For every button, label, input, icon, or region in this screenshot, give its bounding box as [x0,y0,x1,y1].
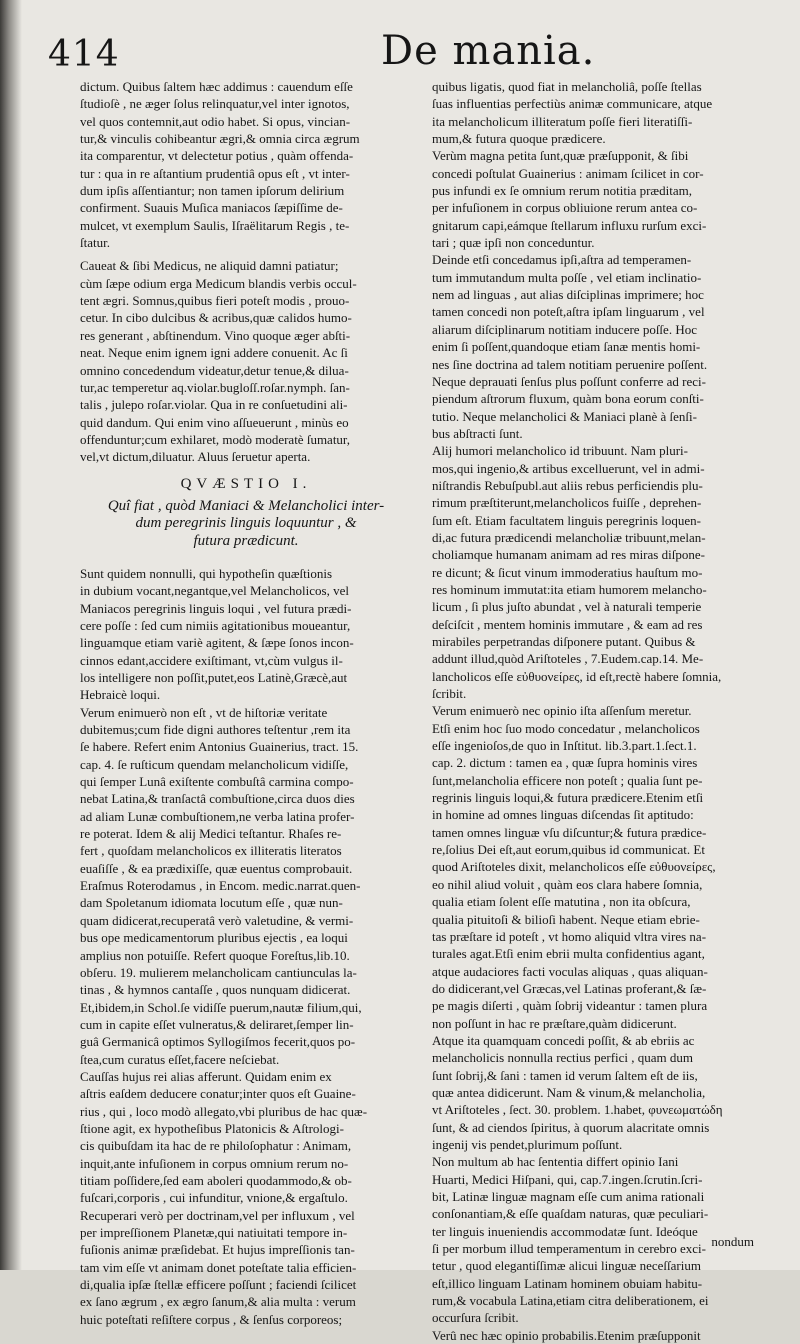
text-line: tur,ac temperetur aq.violar.bugloſſ.roſar.nymph. ſan- [80,379,350,395]
text-line: rum,& vocabula Latina,etiam citra deliberationem, ei [432,1293,709,1309]
text-line: niſtrandis Rebuſpubl.aut aliis rebus perficiendis plu- [432,477,703,493]
text-line: omnino concedendum videatur,detur tenue,& dilua- [80,362,349,378]
text-line: Hebraicè loqui. [80,687,161,703]
text-line: Atque ita quamquam concedi poſſit, & ab ebriis ac [432,1032,695,1048]
right-paragraph-4 [432,442,764,702]
quaestio-heading: QVÆSTIO I. [180,475,312,492]
text-line: bus ope medicamentorum pluribus ejectis , ea loqui [80,930,348,946]
text-line: nem ad linguas , aut alias diſciplinas imprimere; hoc [432,287,704,303]
text-line: Cauſſas hujus rei alias afferunt. Quidam enim ex [80,1068,332,1084]
text-line: ſi per morbum illud temperamentum in cerebro exci- [432,1241,706,1257]
right-paragraph-8 [432,1327,764,1344]
text-line: fuſionis animæ præſidebat. Et hujus impreſſionis tan- [80,1242,355,1258]
right-paragraph-6 [432,1032,764,1153]
text-line: dum peregrinis linguis loquuntur , & [135,515,357,532]
text-line: dictum. Quibus ſaltem hæc addimus : cauendum eſſe [80,79,353,94]
text-line: quod Ariſtoteles dixit, melancholicos eſſe εὐθυονείρες, [432,859,716,875]
text-line: regrinis linguis loqui,& futura prædicere.Etenim etſi [432,790,704,806]
text-line: dam Spoletanum idiomata locutum eſſe , quæ nun- [80,895,343,911]
text-line: eſſe ingenioſos,de quo in Inſtitut. lib.3.part.1.ſect.1. [432,738,697,754]
text-line: vel quos contemnit,aut odio habet. Si opus, vincian- [80,113,351,129]
text-line: Verum enimuerò nec opinio iſta aſſenſum meretur. [432,703,692,719]
text-line: ingenij vis pendet,plurimum poſſunt. [432,1136,623,1152]
text-line: Deinde etſi concedamus ipſi,aſtra ad temperamen- [432,252,692,268]
binding-gutter-shadow [0,0,22,1270]
running-title: De mania. [381,28,596,74]
text-line: mulcet, vt exemplum Saulis, Iſraëlitarum Regis , te- [80,217,350,233]
text-line: rimum præſtiterunt,melancholicos fuiſſe , deprehen- [432,495,702,511]
text-line: Verû nec hæc opinio probabilis.Etenim præſupponit [432,1327,701,1343]
text-line: do didicerant,vel Græcas,vel Latinas proferant,& ſæ- [432,980,707,996]
text-line: conſonantiam,& eſſe quaſdam naturas, quæ peculiari- [432,1206,709,1222]
text-line: nes ſine doctrina ad talem notitiam peruenire poſſent. [432,356,708,372]
text-line: quæ antea didicerunt. Nam & vinum,& melancholia, [432,1084,706,1100]
text-line: res generant , abſtinendum. Vino quoque æger abſti- [80,327,351,343]
left-column [80,78,412,1328]
text-line: ſe habere. Refert enim Antonius Guainerius, tract. 15. [80,739,359,755]
text-line: inquit,ante infuſionem in corpus omnium rerum no- [80,1155,349,1171]
text-line: aliarum diſciplinarum notitiam inducere poſſe. Hoc [432,321,697,337]
text-line: qui ſemper Lunâ exiſtente combuſtâ carmina compo- [80,774,354,790]
text-line: tinas , & hymnos cantaſſe , quos nunquam didicerat. [80,982,351,998]
text-line: licum , ſi plus juſto abundat , vel à naturali temperie [432,599,702,615]
text-line: huic poteſtati reſiſtere corpus , & ſenſus corporeos; [80,1311,343,1327]
text-line: qualia etiam ſolent eſſe matutina , non ita obſcura, [432,894,691,910]
text-line: fuſcari,corporis , cui infunditur, vnione,& ergaſtulo. [80,1190,348,1206]
text-line: tamen concedi non poteſt,aſtra ipſam linguarum , vel [432,304,705,320]
text-line: linguamque etiam variè agitent, & ſæpe ſonos incon- [80,635,354,651]
text-line: eo nihil aliud voluit , quàm eos clara habere ſomnia, [432,876,703,892]
text-line: occurſura ſcribit. [432,1310,519,1326]
text-line: futura prædicunt. [193,532,299,549]
text-line: ad aliam Lunæ combuſtionem,ne verba latina profer- [80,808,355,824]
text-line: offenduntur;cum exhilaret, modò moderatè ſumatur, [80,431,350,447]
text-line: Alij humori melancholico id tribuunt. Nam pluri- [432,443,688,459]
catchword: nondum [711,1234,754,1249]
left-paragraph-3 [80,565,412,704]
text-line: addunt illud,quòd Ariſtoteles , 7.Eudem.cap.14. Me- [432,651,704,667]
text-line: ſtea,cum curatus eſſet,facere neſciebat. [80,1051,280,1067]
text-line: Recuperari verò per doctrinam,vel per influxum , vel [80,1207,355,1223]
text-line: cis quibuſdam ita hac de re philoſophatur : Animam, [80,1138,352,1154]
text-line: enim ſi poſſent,quandoque etiam ſanæ mentis homi- [432,339,701,355]
text-line: re dicunt; & ſicut vinum immoderatius hauſtum mo- [432,564,703,580]
text-line: quid dandum. Qui enim vino aſſueuerunt , minùs eo [80,414,349,430]
text-line: atque audaciores facti voculas aliquas , quas aliquan- [432,963,708,979]
text-line: res hominum immutat:ita etiam humorem melancho- [432,581,707,597]
text-line: cùm ſæpe odium erga Medicum blandis verbis occul- [80,275,357,291]
text-line: non poſſunt in hac re præſtare,quàm didicerunt. [432,1015,677,1031]
text-line: amplius non potuiſſe. Refert quoque Foreſtus,lib.10. [80,947,350,963]
text-line: Sunt quidem nonnulli, qui hypotheſin quæſtionis [80,565,333,581]
right-paragraph-5 [432,702,764,1032]
text-line: tutio. Neque melancholici & Maniaci planè à ſenſi- [432,408,697,424]
text-line: Eraſmus Roterodamus , in Encom. medic.narrat.quen- [80,878,361,894]
text-line: euaſiſſe , & ea prædixiſſe, quæ euentus comprobauit. [80,860,353,876]
text-line: dubitemus;cum fide digni authores teſtentur ,rem ita [80,722,351,738]
text-line: Non multum ab hac ſententia differt opinio Iani [432,1154,679,1170]
left-paragraph-1 [80,78,412,251]
text-line: ita comparentur, vt delectetur potius , quàm offenda- [80,148,354,164]
text-line: cetur. In cibo dulcibus & acribus,quæ calidos humo- [80,310,352,326]
text-line: tetur , quod elegantiſſimæ alicui linguæ neceſſarium [432,1258,701,1274]
text-line: Verùm magna petita ſunt,quæ præſupponit, & ſibi [432,148,689,164]
text-line: cap. 4. ſe ruſticum quendam melancholicum vidiſſe, [80,756,349,772]
text-line: los intelligere non poſſit,putet,eos Latinè,Græcè,aut [80,670,348,685]
text-line: ſum eſt. Etiam facultatem linguis peregrinis loquen- [432,512,701,528]
text-line: ſtatur. [80,235,110,251]
text-line: pe magis diſerti , quàm ſobrij videantur : tamen plura [432,998,708,1014]
text-line: obſeru. 19. mulierem melancholicam cantiunculas la- [80,964,357,980]
right-column [432,78,764,1344]
text-line: tur,& vinculis cohibeantur ægri,& omnia circa ægrum [80,131,360,147]
text-line: qualia pituitoſi & bilioſi habent. Neque etiam ebrie- [432,911,700,927]
text-line: Quî fiat , quòd Maniaci & Melancholici inter- [107,497,385,514]
text-line: aſtris eaſdem deducere conatur;inter quos eſt Guaine- [80,1086,356,1102]
left-paragraph-2 [80,257,412,465]
text-line: quibus ligatis, quod fiat in melancholiâ, poſſe ſtellas [432,79,702,94]
text-line: ſtudioſè , ne æger ſolus relinquatur,vel inter ignotos, [80,96,350,112]
text-line: in dubium vocant,negantque,vel Melancholicos, vel [80,583,349,599]
text-line: tur : qua in re aſtantium prudentiâ opus eſt , vt inter- [80,165,350,181]
quaestio-title [80,497,412,549]
right-paragraph-2 [432,147,764,251]
text-line: mum,& futura quoque prædicere. [432,131,606,147]
text-line: Caueat & ſibi Medicus, ne aliquid damni patiatur; [80,258,339,274]
text-line: ſunt, & ad ciendos ſpiritus, à quorum alacritate omnis [432,1119,710,1135]
right-paragraph-3 [432,251,764,442]
text-line: neat. Neque enim ignem igni addere conuenit. Ac ſi [80,345,348,361]
text-line: ſcribit. [432,686,467,702]
text-line: pus infundi ex ſe omnium rerum notitia præditam, [432,183,692,199]
left-paragraph-4 [80,704,412,1068]
text-line: tum immutandum multa poſſe , vel etiam inclinatio- [432,269,702,285]
text-line: cum in capite eſſet vulneratus,& deliraret,ſemper lin- [80,1016,354,1032]
text-line: choliamque humanam animam ad res miras diſpone- [432,547,705,563]
text-line: Et,ibidem,in Schol.ſe vidiſſe puerum,nautæ filium,qui, [80,999,362,1015]
text-line: quam didicerat,recuperatâ verò valetudine, & vermi- [80,912,354,928]
text-line: tent ægri. Somnus,quibus fieri poteſt modis , prouo- [80,293,350,309]
text-line: titiam poſſidere,ſed eam aboleri quodammodo,& ob- [80,1172,352,1188]
text-line: piendum aſtrorum fluxum, quàm bona eorum conſti- [432,391,704,407]
page-number: 414 [48,34,120,75]
text-line: Etſi enim hoc ſuo modo concedatur , melancholicos [432,720,700,736]
text-line: cap. 2. dictum : tamen ea , quæ ſupra hominis vires [432,755,698,771]
text-line: ex ſano ægrum , ex ægro ſanum,& alia multa : verum [80,1294,356,1310]
text-line: turales agat.Etſi enim ebrii multa confidentius agant, [432,946,705,962]
text-line: per infuſionem in corpus obliuione rerum antea co- [432,200,698,216]
text-line: tamen omnes linguæ vſu diſcuntur;& futura prædice- [432,824,707,840]
text-line: ſuas influentias perfectiùs animæ communicare, atque [432,96,713,112]
text-line: Verum enimuerò non eſt , vt de hiſtoriæ veritate [80,704,328,720]
right-paragraph-1 [432,78,764,147]
text-line: di,ac futura prædicendi melancholiæ tribuunt,melan- [432,529,706,545]
text-line: ſtione agit, ex hypotheſibus Platonicis & Aſtrologi- [80,1120,344,1136]
text-line: ita melancholicum illiteratum poſſe fieri literatiſſi- [432,113,693,129]
text-line: ſunt ſobrij,& ſani : tamen id verum ſaltem eſt de iis, [432,1067,698,1083]
text-line: vt Ariſtoteles , ſect. 30. problem. 1.habet, φυνεωματώδη [432,1102,723,1118]
text-line: guâ Germanicâ optimos Syllogiſmos fecerit,quos po- [80,1034,356,1050]
text-line: Huarti, Medici Hiſpani, qui, cap.7.ingen.ſcrutin.ſcri- [432,1171,703,1187]
text-line: eſt,illico linguam Latinam hominem obuiam habitu- [432,1275,703,1291]
left-paragraph-5 [80,1068,412,1328]
text-line: Maniacos peregrinis linguis loqui , vel futura prædi- [80,600,352,616]
text-line: concedi poſtulat Guainerius : animam ſcilicet in cor- [432,165,704,181]
text-line: confirment. Suauis Muſica maniacos ſæpiſſime de- [80,200,343,216]
text-line: mos,qui ingenio,& artibus excelluerunt, vel in admi- [432,460,705,476]
text-line: fert , quoſdam melancholicos ex illiteratis literatos [80,843,342,859]
page-header [36,26,760,76]
text-line: in homine ad omnes linguas diſcendas ſit aptitudo: [432,807,694,823]
text-line: re,ſolius Dei eſt,aut eorum,quibus id communicat. Et [432,842,705,858]
text-line: cere poſſe : ſed cum nimiis agitationibus moueantur, [80,617,351,633]
text-line: ter linguis inueniendis accommodatæ ſunt. Ideóque [432,1223,698,1239]
text-line: per impreſſionem Planetæ,qui natiuitati tempore in- [80,1225,348,1240]
text-line: tas præſtare id poteſt , vt homo aliquid vltra vires na- [432,928,707,944]
text-line: tari ; quæ ipſi non conceduntur. [432,235,595,251]
text-line: nebat Latina,& tranſactâ combuſtione,circa duos dies [80,791,355,807]
text-line: tam vim eſſe vt animam donet poteſtate talia efficien- [80,1259,357,1275]
text-line: dum ipſis aſſentiantur; non tamen ipſorum delirium [80,183,345,199]
text-line: rius , qui , loco modò allegato,vbi pluribus de hac quæ- [80,1103,368,1119]
text-line: talis , julepo roſar.violar. Qua in re conſuetudini ali- [80,397,348,413]
text-line: di,qualia ipſæ ſtellæ efficere poſſunt ; faciendi ſcilicet [80,1277,357,1293]
text-line: re poterat. Idem & alij Medici teſtantur. Rhaſes re- [80,826,342,842]
text-line: bus abſtracti ſunt. [432,425,523,441]
text-line: cinnos edant,accidere exiſtimant, vt,cùm vulgus il- [80,652,343,668]
text-line: gnitarum capi,eámque ſtellarum influxu rurſum exci- [432,217,707,233]
text-line: bit, Latinæ linguæ magnam eſſe cum anima rationali [432,1189,705,1204]
text-line: lancholicos eſſe εὐθυονείρες, id eſt,rectè habere ſomnia, [432,668,722,684]
text-line: deſciſcit , mentem hominis immutare , & eam ad res [432,616,703,632]
text-line: melancholicis nonnulla rectius perfici , quam dum [432,1050,694,1066]
text-line: mirabiles perpetrandas diſponere putant. Quibus & [432,634,696,649]
text-line: Neque deprauati ſenſus plus poſſunt conferre ad reci- [432,373,706,389]
text-line: vel,vt dictum,diluatur. Aluus ſeruetur aperta. [80,449,311,465]
text-line: ſunt,melancholia efficere non poteſt ; qualia ſunt pe- [432,772,703,788]
